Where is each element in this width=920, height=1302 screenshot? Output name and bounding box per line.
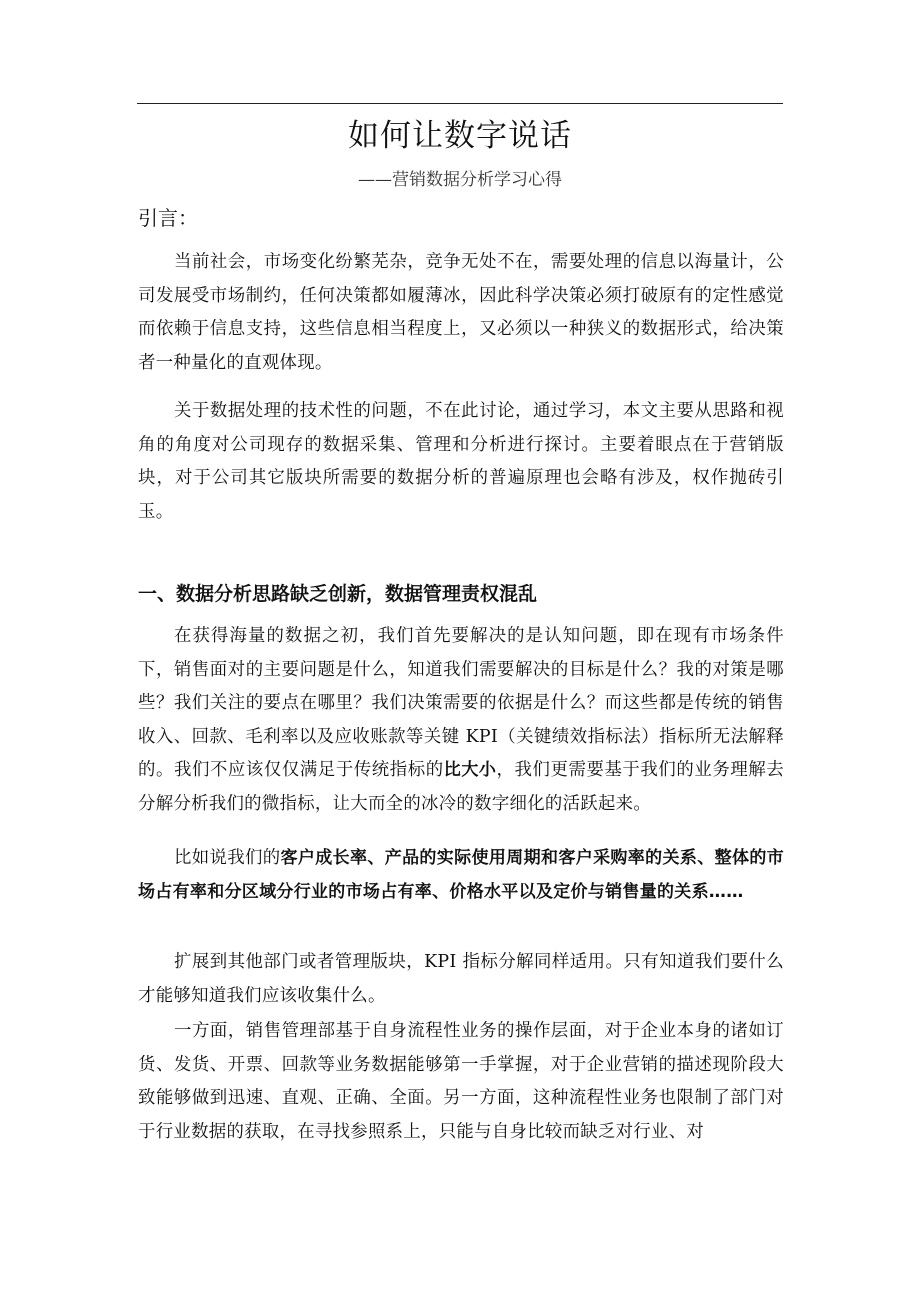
document-title: 如何让数字说话 [348,118,572,154]
intro-paragraph: 当前社会，市场变化纷繁芜杂，竞争无处不在，需要处理的信息以海量计，公司发展受市场制约，任何决策都如履薄冰，因此科学决策必须打破原有的定性感觉而依赖于信息支持，这些信息相当程度上，又必须以一种狭义的数据形式，给决策者一种量化的直观体现。 [138,252,784,373]
section-paragraph [138,620,784,821]
header-rule [137,103,783,104]
document-subtitle: ——营销数据分析学习心得 [358,170,562,190]
bold-emphasis: 比大小 [443,760,497,780]
intro-heading: 引言： [138,206,198,230]
paragraph-text: 比如说我们的 [174,848,281,868]
section-paragraph: 一方面，销售管理部基于自身流程性业务的操作层面，对于企业本身的诸如订货、发货、开票、回款等业务数据能够第一手掌握，对于企业营销的描述现阶段大致能够做到迅速、直观、正确、全面。另一方面，这种流程性业务也限制了部门对于行业数据的获取，在寻找参照系上，只能与自身比较而缺乏对行业、对 [138,1021,784,1142]
section-heading: 一、数据分析思路缺乏创新，数据管理责权混乱 [138,583,538,605]
section-paragraph: 扩展到其他部门或者管理版块，KPI 指标分解同样适用。只有知道我们要什么才能够知道我们应该收集什么。 [138,952,784,1006]
intro-paragraph: 关于数据处理的技术性的问题，不在此讨论，通过学习，本文主要从思路和视角的角度对公司现存的数据采集、管理和分析进行探讨。主要着眼点在于营销版块，对于公司其它版块所需要的数据分析的普遍原理也会略有涉及，权作抛砖引玉。 [138,401,784,522]
section-paragraph [138,842,784,909]
bold-emphasis: 客户成长率、产品的实际使用周期和客户采购率的关系、整体的市场占有率和分区域分行业的市场占有率、价格水平以及定价与销售量的关系…… [138,848,784,902]
paragraph-text: ，我们更需要基于我们的业务理解去分解分析我们的微指标，让大而全的冰冷的数字细化的活跃起来。 [138,760,784,814]
paragraph-text: 在获得海量的数据之初，我们首先要解决的是认知问题，即在现有市场条件下，销售面对的主要问题是什么，知道我们需要解决的目标是什么？我的对策是哪些？我们关注的要点在哪里？我们决策需要的依据是什么？而这些都是传统的销售收入、回款、毛利率以及应收账款等关键 KPI（关键绩效指标法）指标所无法解释的。我们不应该仅仅满足于传统指标的 [138,626,784,780]
